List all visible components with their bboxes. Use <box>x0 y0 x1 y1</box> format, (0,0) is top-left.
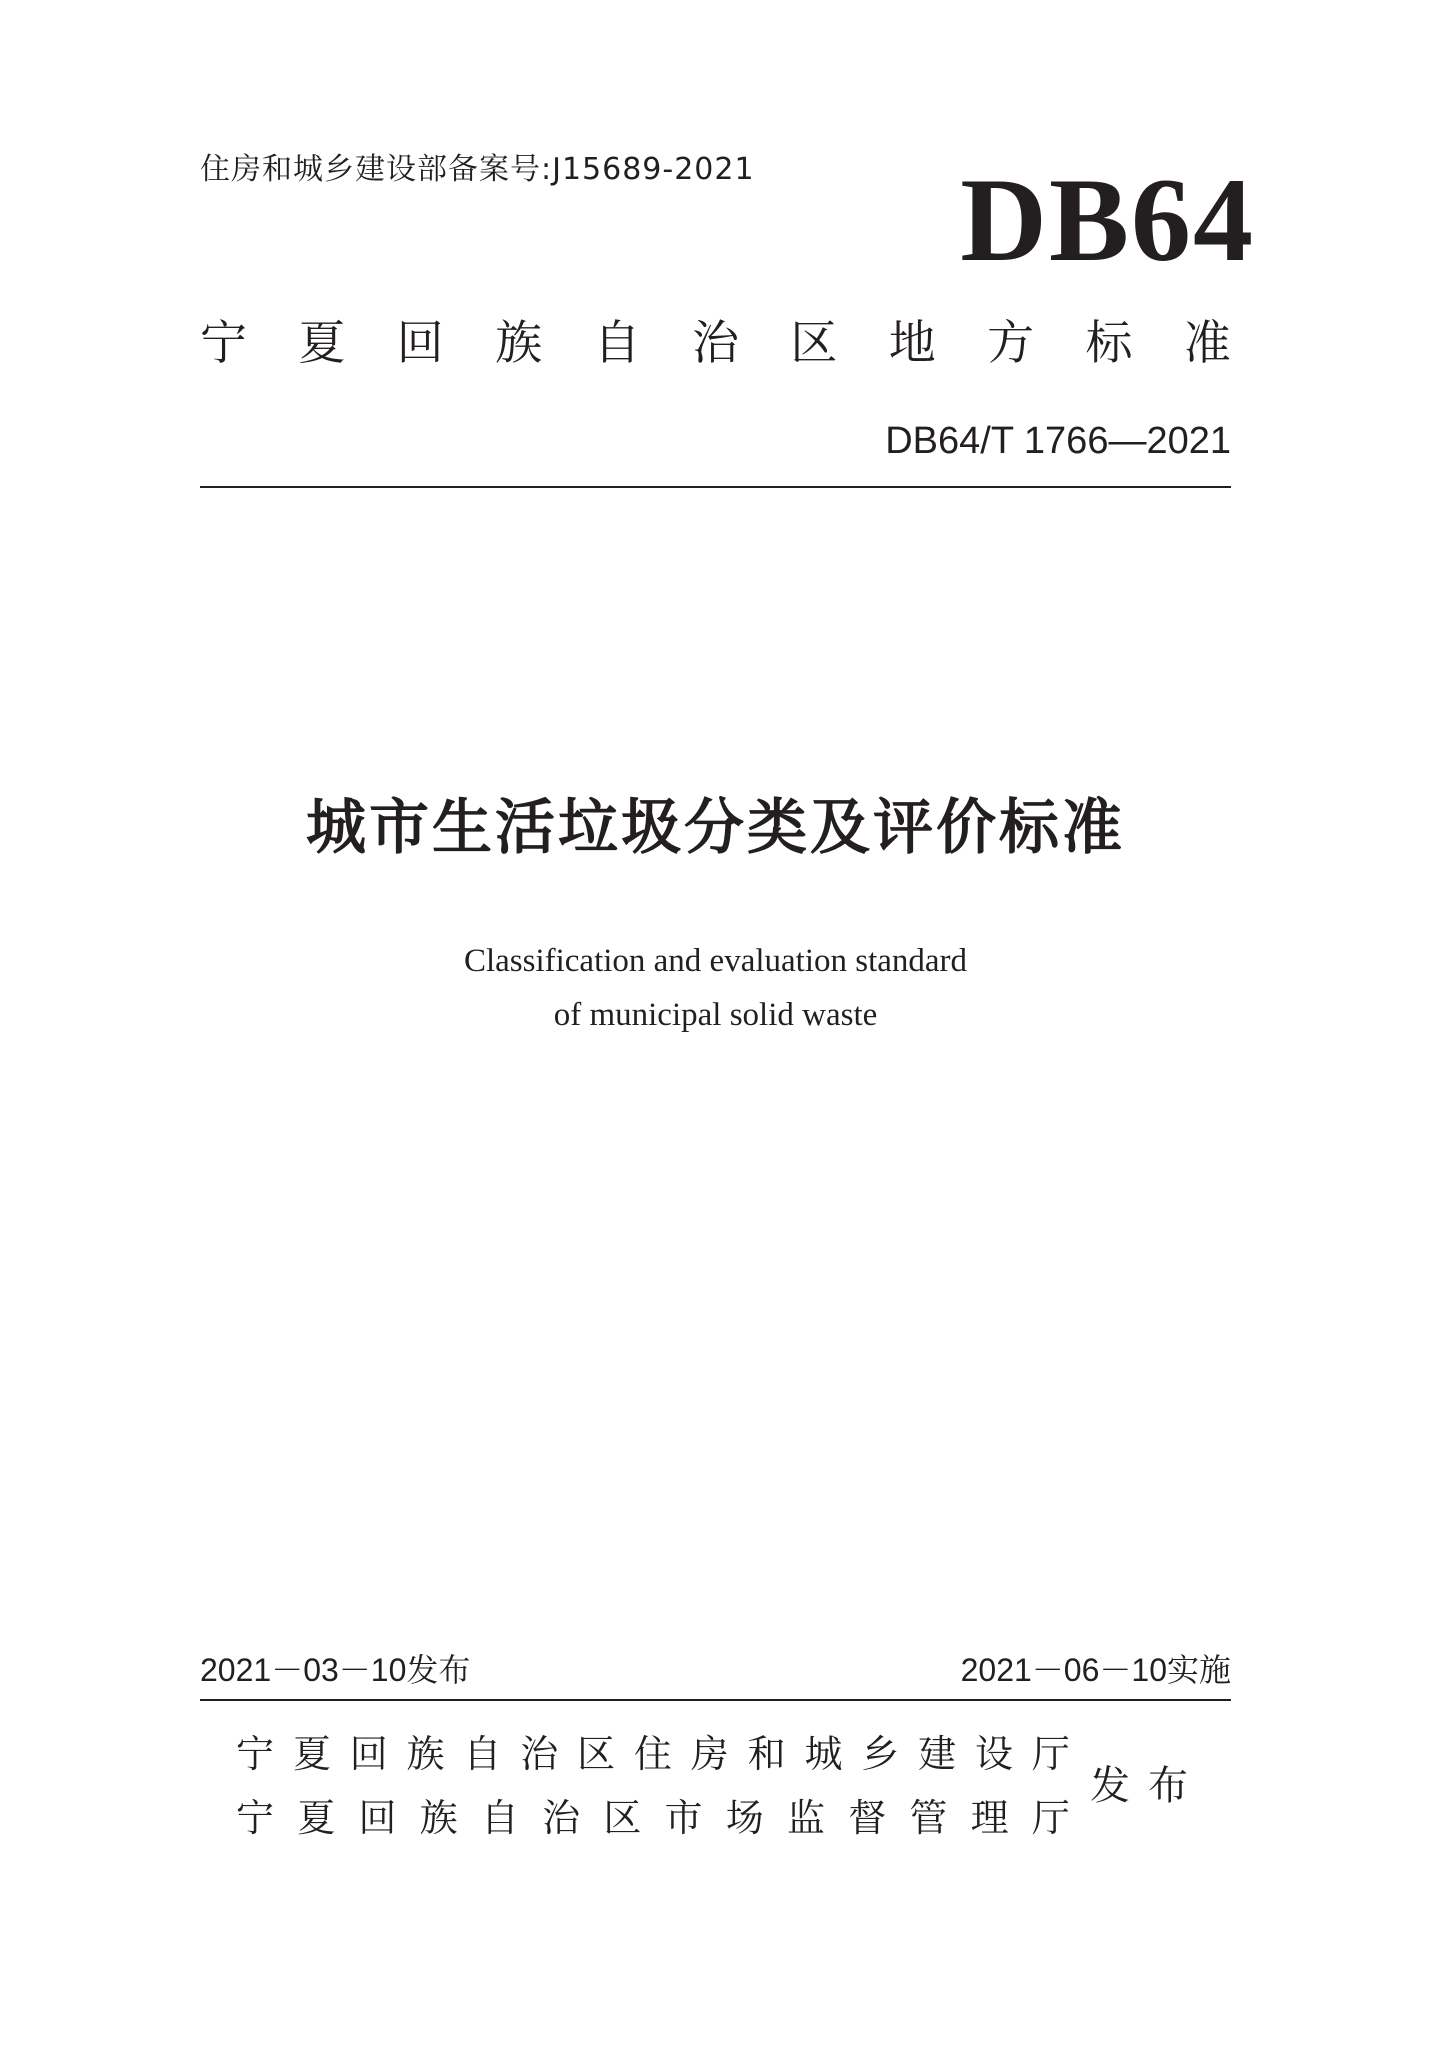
date-row <box>200 1654 1231 1686</box>
standard-type-char: 准 <box>1183 316 1231 371</box>
issuer-2-char: 管 <box>909 1796 948 1840</box>
issuer-2-char: 厅 <box>1031 1796 1070 1840</box>
issuer-1-char: 乡 <box>861 1732 900 1776</box>
issuer-2-char: 治 <box>542 1796 581 1840</box>
standard-code: DB64/T 1766—2021 <box>885 420 1231 462</box>
standard-type-char: 自 <box>593 316 641 371</box>
title-english-line-1: Classification and evaluation standard <box>463 943 968 979</box>
issuers <box>236 1722 1070 1850</box>
release-date: 2021－03－10发布 <box>200 1652 471 1688</box>
issuer-1-char: 房 <box>690 1732 729 1776</box>
standard-type-char: 方 <box>987 316 1035 371</box>
issuer-1-char: 和 <box>747 1732 786 1776</box>
publish-label: 发布 <box>1090 1763 1206 1809</box>
issuer-2-char: 督 <box>848 1796 887 1840</box>
issuer-2-char: 宁 <box>236 1796 275 1840</box>
title-english <box>0 934 1431 1042</box>
issuer-1-char: 设 <box>974 1732 1013 1776</box>
issuer-1-char: 宁 <box>236 1732 275 1776</box>
issuer-2-char: 回 <box>358 1796 397 1840</box>
issuer-1-char: 回 <box>349 1732 388 1776</box>
issuer-1-char: 厅 <box>1031 1732 1070 1776</box>
standard-type-char: 区 <box>790 316 838 371</box>
issuer-1-char: 建 <box>918 1732 957 1776</box>
issuer-2-char: 区 <box>603 1796 642 1840</box>
standard-type-char: 治 <box>691 316 739 371</box>
standard-type-char: 宁 <box>200 316 247 371</box>
issuer-2-char: 自 <box>480 1796 519 1840</box>
issuer-1-char: 自 <box>463 1732 502 1776</box>
issuer-1-char: 夏 <box>292 1732 331 1776</box>
issuer-2 <box>236 1786 1070 1850</box>
issuer-1-char: 区 <box>577 1732 616 1776</box>
bottom-divider <box>200 1699 1231 1701</box>
issuer-1-char: 族 <box>406 1732 445 1776</box>
title-english-line-2: of municipal solid waste <box>553 997 878 1033</box>
issuer-1-char: 城 <box>804 1732 843 1776</box>
standard-type <box>200 316 1231 371</box>
issuer-2-char: 监 <box>786 1796 825 1840</box>
db-logo: DB64 <box>960 153 1255 286</box>
issuer-2-char: 市 <box>664 1796 703 1840</box>
title-chinese: 城市生活垃圾分类及评价标准 <box>306 793 1125 863</box>
issuer-2-char: 理 <box>970 1796 1009 1840</box>
issuer-2-char: 夏 <box>297 1796 336 1840</box>
standard-type-char: 标 <box>1085 316 1133 371</box>
issuer-1 <box>236 1722 1070 1786</box>
issuer-1-char: 住 <box>633 1732 672 1776</box>
implementation-date: 2021－06－10实施 <box>960 1652 1231 1688</box>
standard-type-char: 夏 <box>298 316 346 371</box>
standard-type-char: 族 <box>495 316 543 371</box>
top-divider <box>200 486 1231 488</box>
issuer-1-char: 治 <box>520 1732 559 1776</box>
issuer-2-char: 族 <box>419 1796 458 1840</box>
record-number: 住房和城乡建设部备案号:J15689-2021 <box>200 152 755 187</box>
issuer-2-char: 场 <box>725 1796 764 1840</box>
standard-type-char: 回 <box>396 316 444 371</box>
standard-type-char: 地 <box>888 316 936 371</box>
